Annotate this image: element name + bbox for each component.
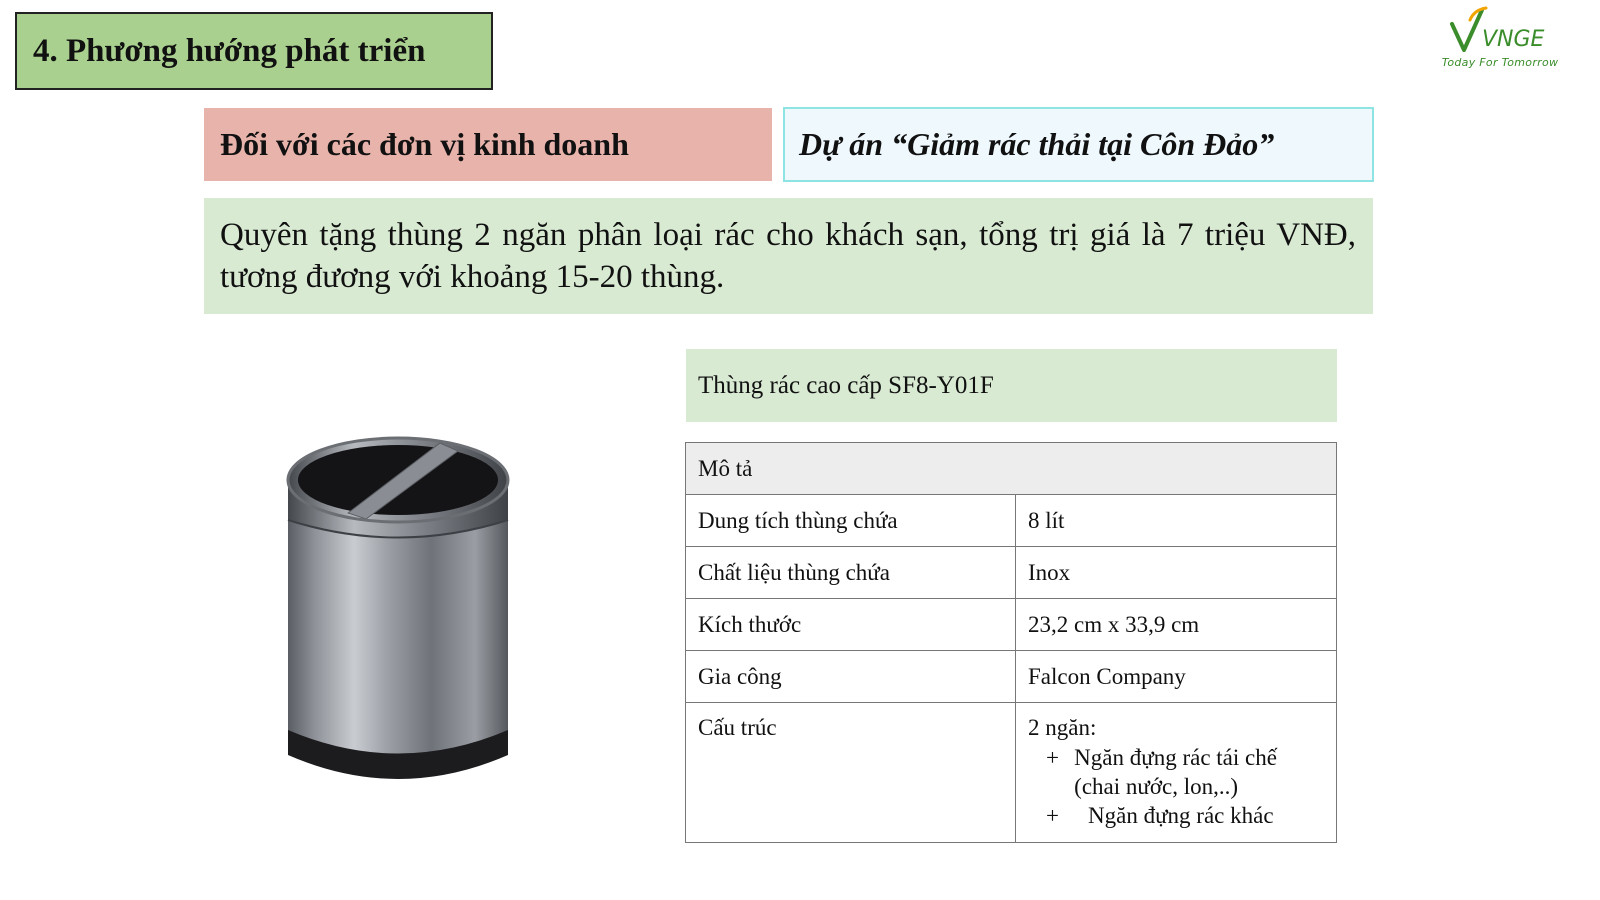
spec-label: Chất liệu thùng chứa [686, 547, 1016, 599]
table-row [686, 599, 1337, 651]
plus-bullet: + [1046, 745, 1059, 770]
plus-bullet: + [1046, 803, 1059, 828]
spec-value-structure [1016, 703, 1337, 843]
logo-text: VNGE [1482, 27, 1545, 52]
project-heading: Dự án “Giảm rác thải tại Côn Đảo” [783, 107, 1374, 182]
spec-value: Inox [1016, 547, 1337, 599]
logo-tagline: Today For Tomorrow [1441, 56, 1559, 69]
structure-summary: 2 ngăn: [1028, 715, 1097, 740]
business-units-heading: Đối với các đơn vị kinh doanh [204, 108, 772, 181]
description-text: Quyên tặng thùng 2 ngăn phân loại rác cho khách sạn, tổng trị giá là 7 triệu VNĐ, tương đương với khoảng 15-20 thùng. [204, 198, 1373, 314]
spec-label: Kích thước [686, 599, 1016, 651]
section-title: 4. Phương hướng phát triển [15, 12, 493, 90]
table-header-cell: Mô tả [686, 443, 1337, 495]
table-header-row [686, 443, 1337, 495]
trash-bin-image [270, 425, 540, 800]
spec-value: 23,2 cm x 33,9 cm [1016, 599, 1337, 651]
spec-value: 8 lít [1016, 495, 1337, 547]
spec-value: Falcon Company [1016, 651, 1337, 703]
structure-list [1028, 743, 1324, 830]
structure-item: Ngăn đựng rác tái chế (chai nước, lon,..) [1074, 745, 1277, 799]
table-row [686, 495, 1337, 547]
spec-label: Dung tích thùng chứa [686, 495, 1016, 547]
list-item [1028, 743, 1324, 801]
spec-label: Gia công [686, 651, 1016, 703]
spec-label: Cấu trúc [686, 703, 1016, 843]
structure-item: Ngăn đựng rác khác [1088, 803, 1274, 828]
vnge-logo [1430, 6, 1570, 72]
logo-mark-icon [1430, 6, 1570, 56]
list-item [1028, 801, 1324, 830]
table-row [686, 651, 1337, 703]
table-row-structure [686, 703, 1337, 843]
table-row [686, 547, 1337, 599]
product-title: Thùng rác cao cấp SF8-Y01F [686, 349, 1337, 422]
product-spec-table [685, 442, 1337, 843]
